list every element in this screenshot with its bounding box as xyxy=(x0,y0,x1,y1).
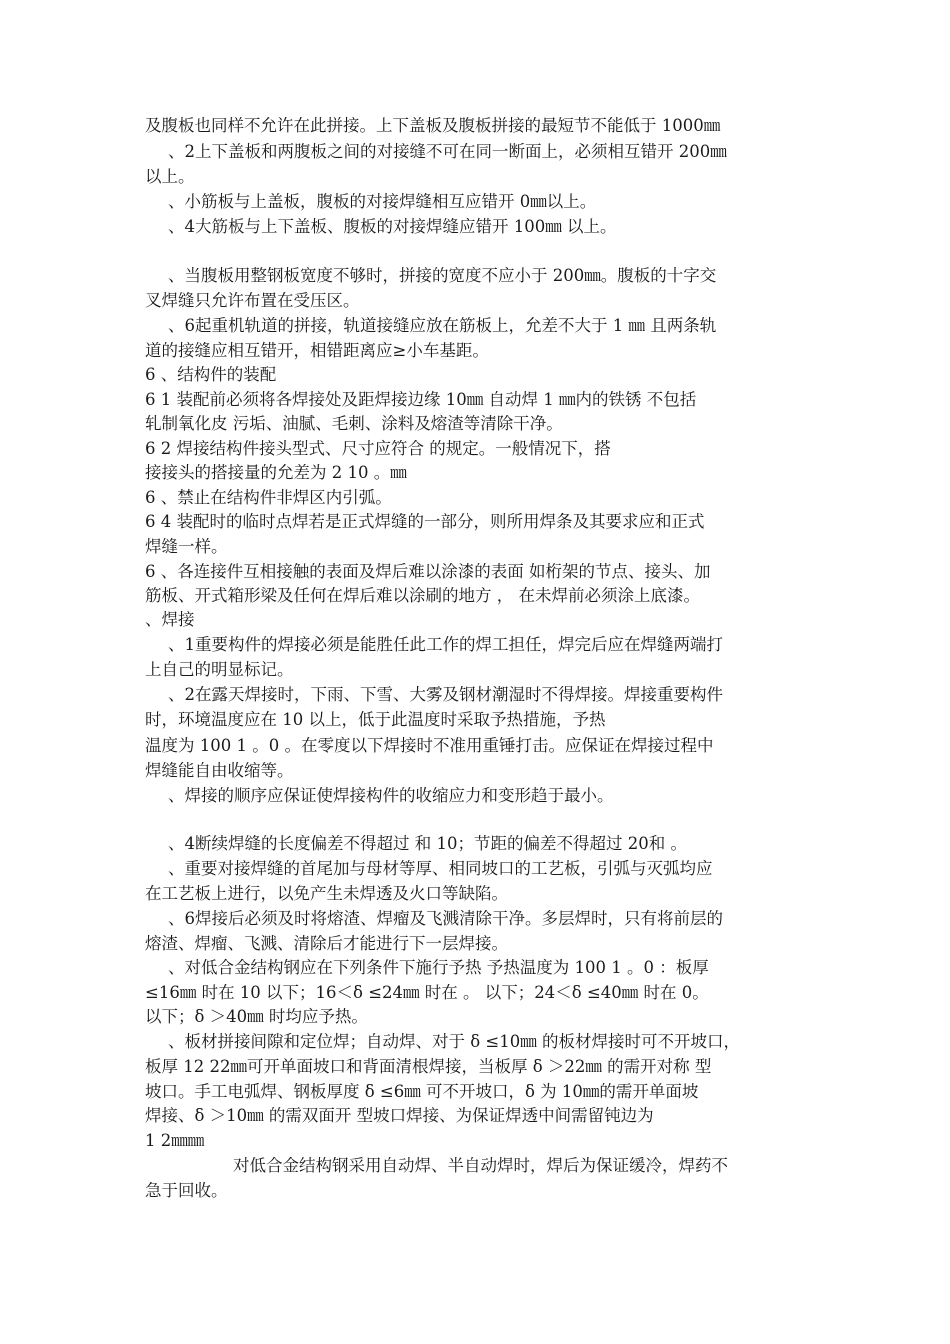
text-line: 、对低合金结构钢应在下列条件下施行予热 予热温度为 100 1 。0 ：板厚 xyxy=(168,958,709,977)
text-line: 急于回收。 xyxy=(145,1181,228,1200)
text-line: 、焊接的顺序应保证使焊接构件的收缩应力和变形趋于最小。 xyxy=(168,786,614,805)
text-line: 温度为 100 1 。0 。在零度以下焊接时不准用重锤打击。应保证在焊接过程中 xyxy=(145,736,714,755)
text-line: 焊缝一样。 xyxy=(145,537,228,556)
text-line: 6 、各连接件互相接触的表面及焊后难以涂漆的表面 如桁架的节点、接头、加 xyxy=(145,562,711,581)
text-line: 在工艺板上进行，以免产生未焊透及火口等缺陷。 xyxy=(145,884,508,903)
text-line: 、4断续焊缝的长度偏差不得超过 和 10；节距的偏差不得超过 20和 。 xyxy=(168,834,687,853)
text-line: ≤16㎜ 时在 10 以下；16＜δ ≤24㎜ 时在 。 以下；24＜δ ≤40㎜ 时在 0。 xyxy=(145,983,709,1002)
text-line: 时，环境温度应在 10 以上，低于此温度时采取予热措施，予热 xyxy=(145,710,606,729)
text-line: 道的接缝应相互错开，相错距离应≥小车基距。 xyxy=(145,341,489,360)
text-line: 、6起重机轨道的拼接，轨道接缝应放在筋板上，允差不大于 1 ㎜ 且两条轨 xyxy=(168,316,717,335)
text-line: 、重要对接焊缝的首尾加与母材等厚、相同坡口的工艺板，引弧与灭弧均应 xyxy=(168,859,713,878)
text-line: 6 、禁止在结构件非焊区内引弧。 xyxy=(145,488,392,507)
text-line: 、4大筋板与上下盖板、腹板的对接焊缝应错开 100㎜ 以上。 xyxy=(168,217,617,236)
text-line: 、小筋板与上盖板，腹板的对接焊缝相互应错开 0㎜以上。 xyxy=(168,192,597,211)
section-heading: 6 、结构件的装配 xyxy=(145,365,277,384)
section-heading: 、焊接 xyxy=(145,610,195,629)
text-line: 坡口。手工电弧焊、钢板厚度 δ ≤6㎜ 可不开坡口，δ 为 10㎜的需开单面坡 xyxy=(145,1082,699,1101)
text-line: 、板材拼接间隙和定位焊；自动焊、对于 δ ≤10㎜ 的板材焊接时可不开坡口， xyxy=(168,1032,740,1051)
text-line: 对低合金结构钢采用自动焊、半自动焊时，焊后为保证缓冷，焊药不 xyxy=(233,1156,728,1175)
text-line: 、6焊接后必须及时将熔渣、焊瘤及飞溅清除干净。多层焊时，只有将前层的 xyxy=(168,909,723,928)
text-line: 上自己的明显标记。 xyxy=(145,660,294,679)
text-line: 熔渣、焊瘤、飞溅、清除后才能进行下一层焊接。 xyxy=(145,934,508,953)
text-line: 以上。 xyxy=(145,167,195,186)
text-line: 、1重要构件的焊接必须是能胜任此工作的焊工担任，焊完后应在焊缝两端打 xyxy=(168,635,723,654)
text-line: 、2在露天焊接时，下雨、下雪、大雾及钢材潮湿时不得焊接。焊接重要构件 xyxy=(168,685,723,704)
text-line: 板厚 12 22㎜可开单面坡口和背面清根焊接，当板厚 δ ＞22㎜ 的需开对称 型 xyxy=(145,1057,712,1076)
text-line: 焊接、δ ＞10㎜ 的需双面开 型坡口焊接、为保证焊透中间需留钝边为 xyxy=(145,1106,654,1125)
text-line: 以下；δ ＞40㎜ 时均应予热。 xyxy=(145,1007,368,1026)
text-line: 筋板、开式箱形梁及任何在焊后难以涂刷的地方 ， 在未焊前必须涂上底漆。 xyxy=(145,586,700,605)
text-line: 焊缝能自由收缩等。 xyxy=(145,761,294,780)
text-line: 轧制氧化皮 污垢、油腻、毛刺、涂料及熔渣等清除干净。 xyxy=(145,414,563,433)
text-line: 接接头的搭接量的允差为 2 10 。㎜ xyxy=(145,463,407,482)
text-line: 6 1 装配前必须将各焊接处及距焊接边缘 10㎜ 自动焊 1 ㎜内的铁锈 不包括 xyxy=(145,390,697,409)
text-line: 、当腹板用整钢板宽度不够时，拼接的宽度不应小于 200㎜。腹板的十字交 xyxy=(168,266,717,285)
text-line: 及腹板也同样不允许在此拼接。上下盖板及腹板拼接的最短节不能低于 1000㎜ xyxy=(145,116,721,135)
text-line: 、2上下盖板和两腹板之间的对接缝不可在同一断面上，必须相互错开 200㎜ xyxy=(168,142,727,161)
text-line: 叉焊缝只允许布置在受压区。 xyxy=(145,291,360,310)
text-line: 6 4 装配时的临时点焊若是正式焊缝的一部分，则所用焊条及其要求应和正式 xyxy=(145,512,705,531)
text-line: 6 2 焊接结构件接头型式、尺寸应符合 的规定。一般情况下，搭 xyxy=(145,439,611,458)
text-line: 1 2㎜㎜ xyxy=(145,1131,205,1150)
